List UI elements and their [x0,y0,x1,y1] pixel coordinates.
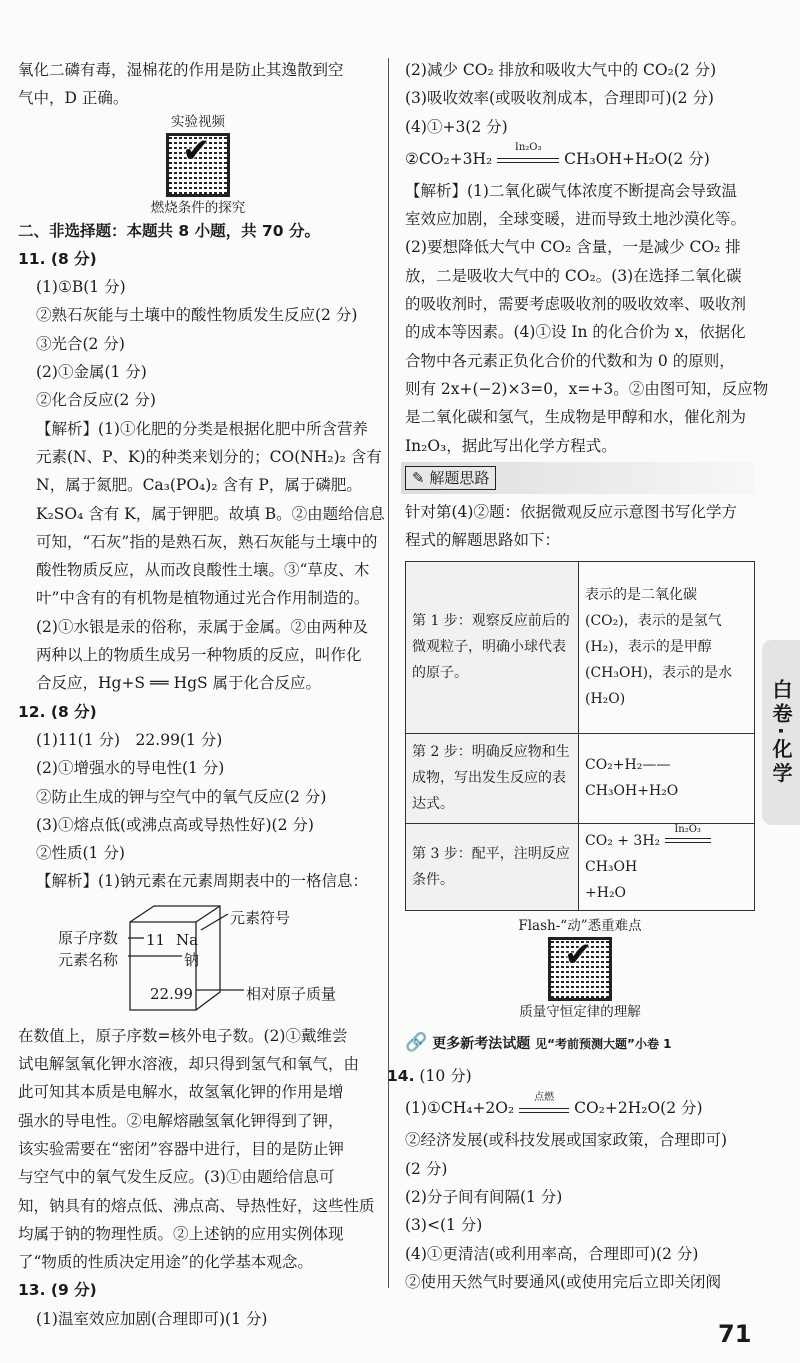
analysis-line: 元素(N、P、K)的种类来划分的；CO(NH₂)₂ 含有 [36,447,382,466]
answer-line: (2)减少 CO₂ 排放和吸收大气中的 CO₂(2 分) [405,61,717,79]
eq-catalyst: In₂O₃ [514,142,542,154]
analysis-line: 两种以上的物质生成另一种物质的反应，叫作化 [36,646,362,665]
answer-line: (2 分) [405,1159,448,1178]
equation-q14 [405,1090,755,1126]
more-questions-banner [405,1029,755,1058]
step3-eq-tail: +H₂O [585,884,627,901]
answer-line: ③光合(2 分) [36,334,125,353]
step3-eq-right: CH₃OH [585,858,638,875]
eq-left: (1)①CH₄+2O₂ [405,1099,515,1118]
label-atomic-number: 原子序数 [58,928,119,947]
analysis-line: 放，二是吸收大气中的 CO₂。(3)在选择二氧化碳 [405,266,742,285]
q11-answers [18,273,385,697]
analysis-line: 在数值上，原子序数=核外电子数。(2)①戴维尝 [18,1026,348,1045]
analysis-line: 可知，“石灰”指的是熟石灰，熟石灰能与土壤中的 [36,532,378,551]
analysis-line: N，属于氮肥。Ca₃(PO₄)₂ 含有 P，属于磷肥。 [36,476,362,495]
answer-line: (1)11(1 分) 22.99(1 分) [36,730,223,749]
table-row [406,823,755,910]
step-right: 表示的是二氧化碳(CO₂)，表示的是氢气(H₂)，表示的是甲醇(CH₃OH)，表示的是水(H₂O) [579,561,755,733]
answer-line: (1)温室效应加剧(合理即可)(1 分) [36,1309,268,1328]
analysis-line: 的吸收剂时，需要考虑吸收剂的吸收效率、吸收剂 [405,295,747,314]
q14-points: (10 分) [419,1067,472,1086]
intro-line-2: 气中，D 正确。 [18,89,129,108]
answer-line: ②防止生成的钾与空气中的氧气反应(2 分) [36,787,327,806]
analysis-line: 叶”中含有的有机物是植物通过光合作用制造的。 [36,589,370,608]
qr-code-icon[interactable] [548,937,612,1001]
answer-line: (4)①更清洁(或利用率高，合理即可)(2 分) [405,1244,699,1263]
analysis-line: 则有 2x+(−2)×3=0，x=+3。②由图可知，反应物 [405,379,769,398]
left-column [18,56,385,1333]
label-element-name: 元素名称 [58,950,119,969]
equation-q13 [405,141,755,177]
column-divider [388,58,389,1288]
analysis-line: 均属于钠的物理性质。②上述钠的应用实例体现 [18,1224,344,1243]
answer-line: (4)①+3(2 分) [405,117,508,136]
answer-line: (2)①金属(1 分) [36,363,147,382]
answer-line: (3)①熔点低(或沸点高或导热性好)(2 分) [36,815,314,834]
analysis-line: 强水的导电性。②电解熔融氢氧化钾得到了钾， [18,1111,344,1130]
analysis-line: 室效应加剧，全球变暖，进而导致土地沙漠化等。 [405,210,747,229]
qr-code-icon[interactable] [166,133,230,197]
label-mass: 相对原子质量 [246,984,337,1003]
cell-mass: 22.99 [150,984,193,1003]
eq-right: CH₃OH+H₂O(2 分) [564,149,710,168]
cell-number: 11 [146,930,166,949]
eq-arrow [497,142,559,163]
analysis-line: 合物中各元素正负化合价的代数和为 0 的原则， [405,351,735,370]
answer-line: ②化合反应(2 分) [36,391,156,410]
answer-line: (2)分子间有间隔(1 分) [405,1187,563,1206]
q12-analysis [18,1022,378,1277]
analysis-line: 【解析】(1)二氧化碳气体浓度不断提高会导致温 [405,181,737,200]
tip-banner [401,462,755,494]
step-left: 第 2 步：明确反应物和生成物，写出发生反应的表达式。 [406,733,579,823]
analysis-line: (2)要想降低大气中 CO₂ 含量，一是减少 CO₂ 排 [405,238,741,257]
steps-table [405,561,755,911]
more-ref: 见“考前预测大题”小卷 1 [535,1036,672,1051]
table-row [406,733,755,823]
step3-catalyst: In₂O₃ [674,824,701,836]
cell-symbol: Na [176,930,199,949]
table-row [406,561,755,733]
eq-left: ②CO₂+3H₂ [405,149,493,168]
analysis-line: (2)①水银是汞的俗称，汞属于金属。②由两种及 [36,617,368,636]
tip-label-text: 解题思路 [429,468,490,487]
eq-condition: 点燃 [534,1091,555,1103]
step-left: 第 1 步：观察反应前后的微观粒子，明确小球代表的原子。 [406,561,579,733]
answer-line: (3)<(1 分) [405,1216,483,1235]
tip-label: ✎ 解题思路 [405,466,496,490]
side-tab-subject: 白卷·化学 [762,640,800,825]
answer-line: ②性质(1 分) [36,844,125,863]
eq-right: CO₂+2H₂O(2 分) [574,1099,703,1118]
right-column [387,56,769,1296]
answer-line: ②熟石灰能与土壤中的酸性物质发生反应(2 分) [36,306,358,325]
step-left: 第 3 步：配平，注明反应条件。 [406,823,579,910]
analysis-line: 合反应，Hg+S ══ HgS 属于化合反应。 [36,674,322,693]
tip-intro-line: 程式的解题思路如下： [405,531,561,550]
analysis-line: 此可知其本质是电解水，故氢氧化钾的作用是增 [18,1083,344,1102]
qr-code-video[interactable] [18,113,378,217]
cell-name: 钠 [184,950,200,969]
tip-intro-line: 针对第(4)②题：依据微观反应示意图书写化学方 [405,503,737,522]
analysis-line: 酸性物质反应，从而改良酸性土壤。③“草皮、木 [36,561,370,580]
q14-heading [387,1062,755,1090]
qr-caption: 燃烧条件的探究 [150,199,246,216]
eq-arrow [519,1091,569,1113]
answer-line: (2)①增强水的导电性(1 分) [36,759,225,778]
more-label: 更多新考法试题 [432,1035,531,1052]
analysis-line: 的成本等因素。(4)①设 In 的化合价为 x，依据化 [405,323,746,342]
label-symbol: 元素符号 [230,908,291,927]
analysis-line: 该实验需要在“密闭”容器中进行，目的是防止钾 [18,1139,344,1158]
analysis-line: 试电解氢氧化钾水溶液，却只得到氢气和氧气，由 [18,1055,360,1074]
analysis-line: 知，钠具有的熔点低、沸点高、导热性好，这些性质 [18,1196,375,1215]
answer-line: ②使用天然气时要通风(或使用完后立即关闭阀 [405,1272,722,1291]
answer-line: ②经济发展(或科技发展或国家政策，合理即可) [405,1131,728,1150]
qr-title: Flash-“动”悉重难点 [518,917,642,934]
analysis-line: 了“物质的性质决定用途”的化学基本观念。 [18,1253,313,1272]
q14-number: 14. [387,1067,415,1086]
step3-arrow [665,824,711,843]
analysis-line: 与空气中的氧气发生反应。(3)①由题给信息可 [18,1168,335,1187]
qr-code-flash[interactable] [405,917,755,1021]
analysis-line: 【解析】(1)钠元素在元素周期表中的一格信息： [36,872,368,891]
qr-title: 实验视频 [171,113,225,130]
step3-eq-left: CO₂ + 3H₂ [585,832,661,849]
step-right: CO₂+H₂——CH₃OH+H₂O [579,733,755,823]
link-icon: 🔗 [405,1031,428,1053]
q12-answers [18,726,378,896]
analysis-line: K₂SO₄ 含有 K，属于钾肥。故填 B。②由题给信息 [36,504,385,523]
intro-line-1: 氧化二磷有毒，湿棉花的作用是防止其逸散到空 [18,61,344,79]
page-number: 71 [718,1320,752,1348]
analysis-line: 【解析】(1)①化肥的分类是根据化肥中所含营养 [36,419,368,438]
q12-heading: 12. (8 分) [18,702,97,721]
element-cell-diagram [18,900,378,1018]
analysis-line: In₂O₃，据此写出化学方程式。 [405,436,617,455]
answer-line: (3)吸收效率(或吸收剂成本，合理即可)(2 分) [405,89,714,108]
step-right [579,823,755,910]
analysis-line: 是二氧化碳和氢气，生成物是甲醇和水，催化剂为 [405,408,747,427]
answer-line: (1)①B(1 分) [36,278,126,297]
qr-caption: 质量守恒定律的理解 [519,1003,641,1020]
section-title: 二、非选择题：本题共 8 小题，共 70 分。 [18,221,320,240]
q11-heading: 11. (8 分) [18,249,97,268]
q13-heading: 13. (9 分) [18,1281,97,1300]
